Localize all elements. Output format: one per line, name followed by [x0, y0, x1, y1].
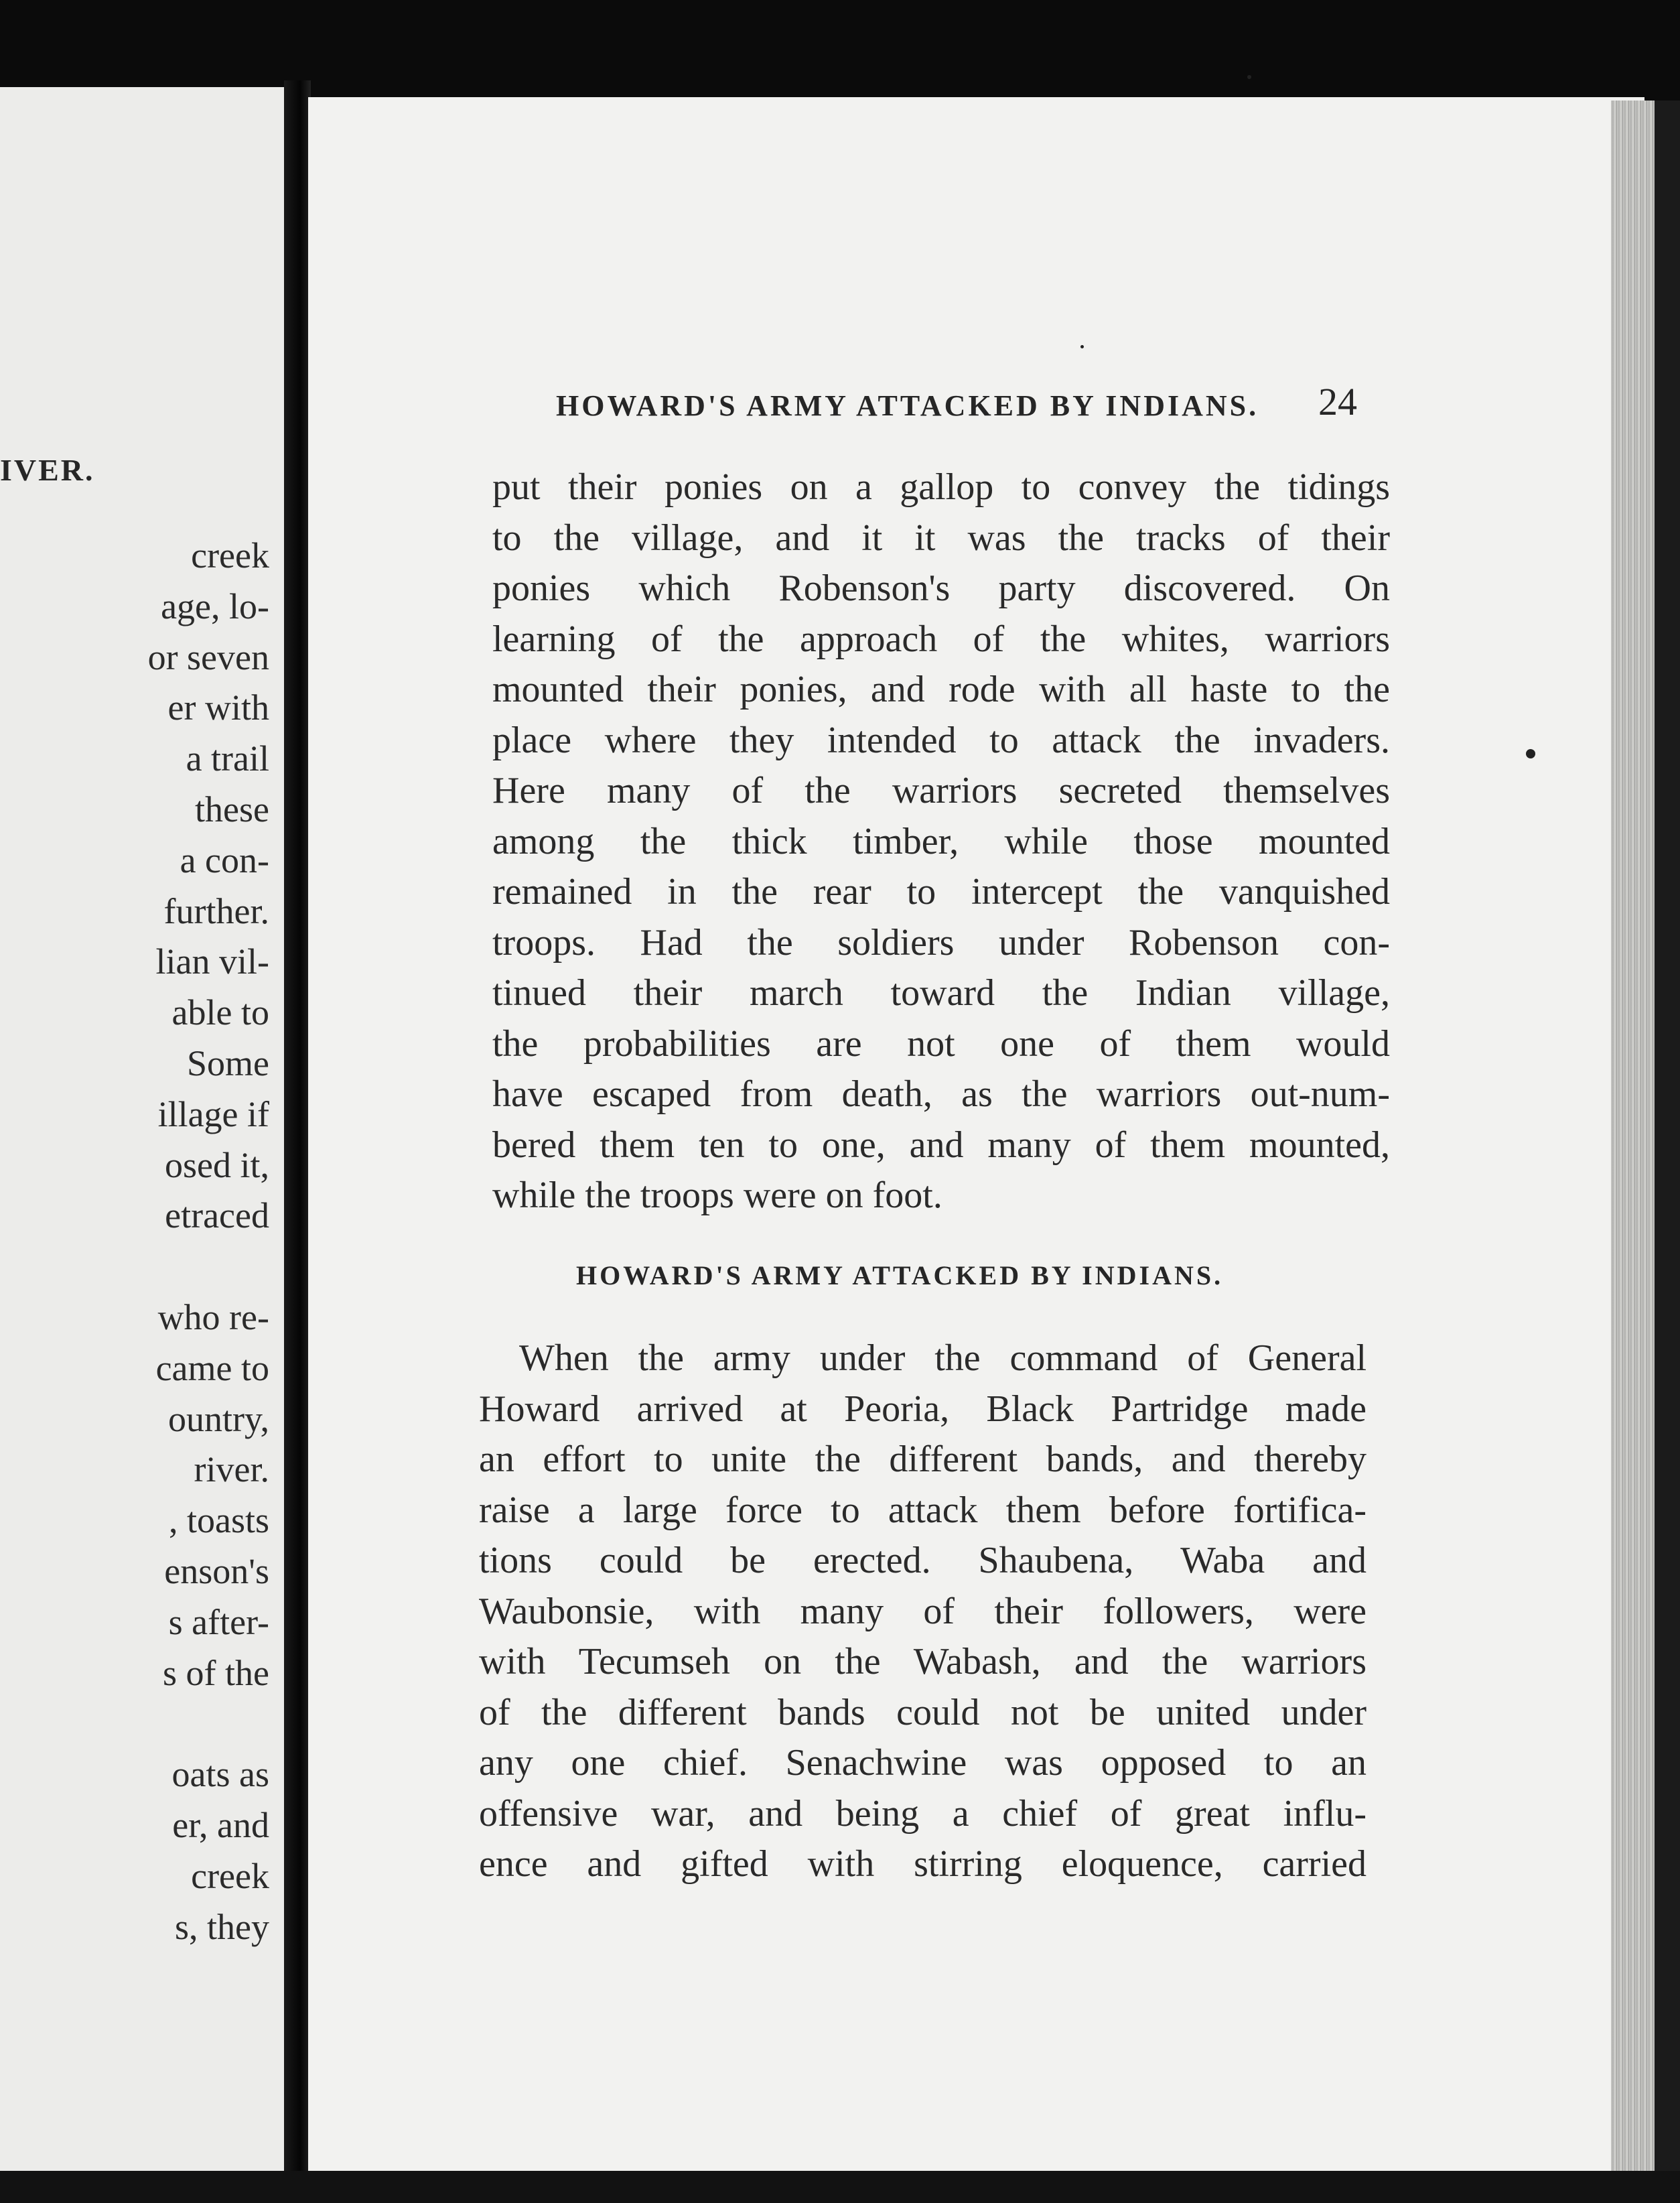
left-page-text — [0, 531, 269, 1952]
text-line: ence and gifted with stirring eloquence, carried — [479, 1843, 1367, 1885]
left-page-line: s after- — [168, 1601, 269, 1642]
text-line: learning of the approach of the whites, warriors — [492, 618, 1390, 660]
text-line: Howard arrived at Peoria, Black Partridge made — [479, 1388, 1367, 1430]
text-line: troops. Had the soldiers under Robenson con- — [492, 921, 1390, 963]
text-line: When the army under the command of General — [519, 1337, 1367, 1379]
text-line: an effort to unite the different bands, and thereby — [479, 1439, 1367, 1480]
left-page-line: lian vil- — [155, 941, 269, 982]
text-line: the probabilities are not one of them would — [492, 1022, 1390, 1065]
left-page-line: , toasts — [168, 1500, 269, 1541]
left-page-line — [0, 1242, 269, 1292]
text-line: raise a large force to attack them before fortifica- — [479, 1489, 1367, 1531]
left-page-line: river. — [194, 1449, 269, 1490]
left-page-line: s of the — [163, 1652, 269, 1693]
left-page-line: oats as — [171, 1754, 269, 1795]
text-line: bered them ten to one, and many of them mounted, — [492, 1124, 1390, 1166]
left-page-line: ountry, — [168, 1398, 269, 1439]
text-line: offensive war, and being a chief of great influ- — [479, 1792, 1367, 1834]
left-page-line: a trail — [186, 738, 269, 779]
text-line: to the village, and it it was the tracks of their — [492, 517, 1390, 559]
left-page-line: a con- — [180, 840, 269, 880]
book-gutter — [284, 80, 311, 2191]
left-page-line: came to — [155, 1347, 269, 1388]
text-line: remained in the rear to intercept the vanquished — [492, 871, 1390, 913]
left-page-line: etraced — [165, 1195, 269, 1236]
paragraph-2 — [479, 1333, 1367, 1890]
ink-speck — [1080, 345, 1084, 348]
left-page-line: enson's — [164, 1550, 269, 1591]
left-page — [0, 87, 289, 2171]
book-cover-edge — [1655, 101, 1680, 2178]
text-line: with Tecumseh on the Wabash, and the warriors — [479, 1641, 1367, 1682]
ink-speck — [1526, 749, 1535, 758]
left-page-line: creek — [191, 1855, 269, 1896]
text-line: of the different bands could not be united under — [479, 1691, 1367, 1733]
text-line: ponies which Robenson's party discovered. On — [492, 568, 1390, 609]
text-line: tinued their march toward the Indian village, — [492, 972, 1390, 1014]
text-line: while the troops were on foot. — [492, 1175, 942, 1216]
left-page-line: further. — [163, 890, 269, 931]
text-line: mounted their ponies, and rode with all haste to the — [492, 669, 1390, 710]
running-head: HOWARD'S ARMY ATTACKED BY INDIANS. — [556, 389, 1259, 422]
left-page-line: s, they — [175, 1906, 269, 1947]
scan-bottom-edge — [0, 2171, 1680, 2203]
left-page-line: these — [195, 789, 269, 829]
left-page-line: age, lo- — [161, 586, 269, 626]
left-page-line: er, and — [172, 1804, 269, 1845]
left-page-line: who re- — [157, 1296, 269, 1337]
left-page-line: creek — [191, 535, 269, 576]
left-page-line: osed it, — [165, 1144, 269, 1185]
text-line: among the thick timber, while those mounted — [492, 820, 1390, 862]
left-page-line: er with — [167, 687, 269, 728]
paragraph-1 — [492, 462, 1390, 1221]
left-page-line: Some — [186, 1043, 269, 1083]
text-line: have escaped from death, as the warriors out-num- — [492, 1073, 1390, 1115]
left-page-line: or seven — [147, 637, 269, 677]
left-running-head: IVER. — [0, 453, 95, 487]
text-line: any one chief. Senachwine was opposed to an — [479, 1742, 1367, 1784]
section-heading: HOWARD'S ARMY ATTACKED BY INDIANS. — [576, 1260, 1224, 1290]
text-line: place where they intended to attack the invaders. — [492, 719, 1390, 761]
left-page-line: able to — [171, 992, 269, 1033]
text-line: Here many of the warriors secreted themselves — [492, 770, 1390, 811]
text-line: put their ponies on a gallop to convey the tidings — [492, 466, 1390, 508]
left-page-line — [0, 1698, 269, 1749]
ink-speck — [1247, 75, 1251, 79]
left-page-line: illage if — [157, 1093, 269, 1134]
text-line: tions could be erected. Shaubena, Waba and — [479, 1540, 1367, 1581]
page-number: 24 — [1318, 380, 1357, 423]
text-line: Waubonsie, with many of their followers, were — [479, 1590, 1367, 1632]
